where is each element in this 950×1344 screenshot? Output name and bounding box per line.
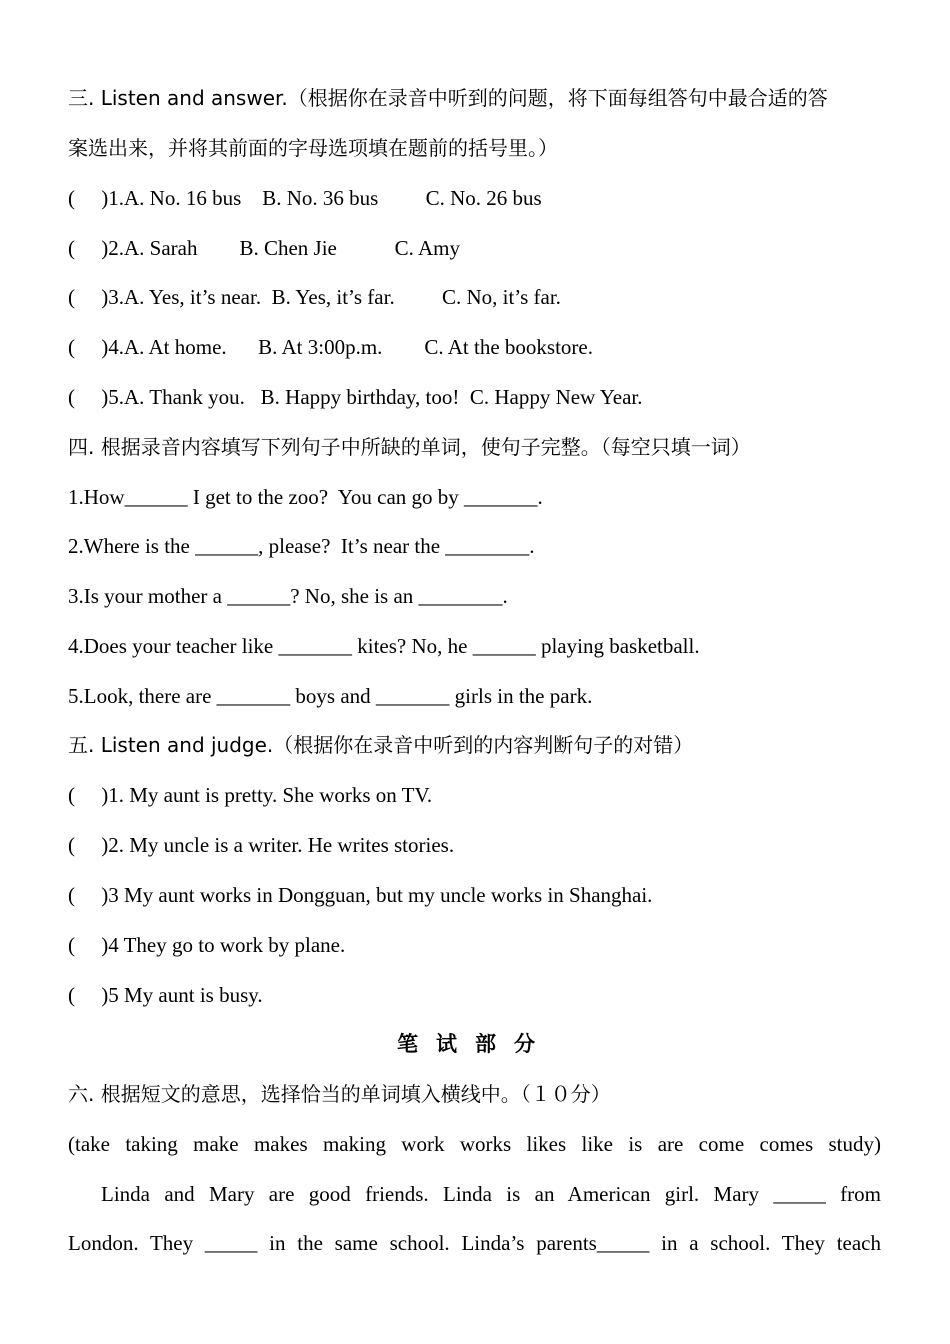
section-4-heading: 四. 根据录音内容填写下列句子中所缺的单词，使句子完整。（每空只填一词）	[68, 435, 751, 459]
word-bank: (take taking make makes making work works likes like is are come comes study)	[68, 1132, 881, 1156]
question-item: ( )4.A. At home. B. At 3:00p.m. C. At the bookstore.	[68, 335, 593, 359]
passage-line-2: London. They _____ in the same school. Linda’s parents_____ in a school. They teach	[68, 1231, 881, 1255]
written-part-title: 笔试部分	[397, 1032, 553, 1056]
fill-in-item: 1.How______ I get to the zoo? You can go by _______.	[68, 485, 543, 509]
passage-line-1: Linda and Mary are good friends. Linda is an American girl. Mary _____ from	[101, 1182, 881, 1206]
question-item: ( )1.A. No. 16 bus B. No. 36 bus C. No. 26 bus	[68, 186, 542, 210]
judge-item: ( )2. My uncle is a writer. He writes stories.	[68, 833, 455, 857]
fill-in-item: 5.Look, there are _______ boys and _______ girls in the park.	[68, 684, 593, 708]
fill-in-item: 4.Does your teacher like _______ kites? No, he ______ playing basketball.	[68, 634, 700, 658]
fill-in-item: 3.Is your mother a ______? No, she is an ________.	[68, 584, 508, 608]
judge-item: ( )3 My aunt works in Dongguan, but my uncle works in Shanghai.	[68, 883, 653, 907]
judge-item: ( )1. My aunt is pretty. She works on TV.	[68, 783, 433, 807]
judge-item: ( )5 My aunt is busy.	[68, 983, 263, 1007]
question-item: ( )3.A. Yes, it’s near. B. Yes, it’s far. C. No, it’s far.	[68, 285, 561, 309]
section-3-heading-line-2: 案选出来，并将其前面的字母选项填在题前的括号里。）	[68, 136, 558, 160]
judge-item: ( )4 They go to work by plane.	[68, 933, 346, 957]
fill-in-item: 2.Where is the ______, please? It’s near the ________.	[68, 534, 535, 558]
question-item: ( )2.A. Sarah B. Chen Jie C. Amy	[68, 236, 460, 260]
question-item: ( )5.A. Thank you. B. Happy birthday, too! C. Happy New Year.	[68, 385, 643, 409]
section-6-heading: 六. 根据短文的意思，选择恰当的单词填入横线中。（１０分）	[68, 1082, 611, 1106]
section-3-heading-line-1: 三. Listen and answer.（根据你在录音中听到的问题，将下面每组答句中最合适的答	[68, 86, 828, 110]
section-5-heading: 五. Listen and judge.（根据你在录音中听到的内容判断句子的对错）	[68, 733, 694, 757]
